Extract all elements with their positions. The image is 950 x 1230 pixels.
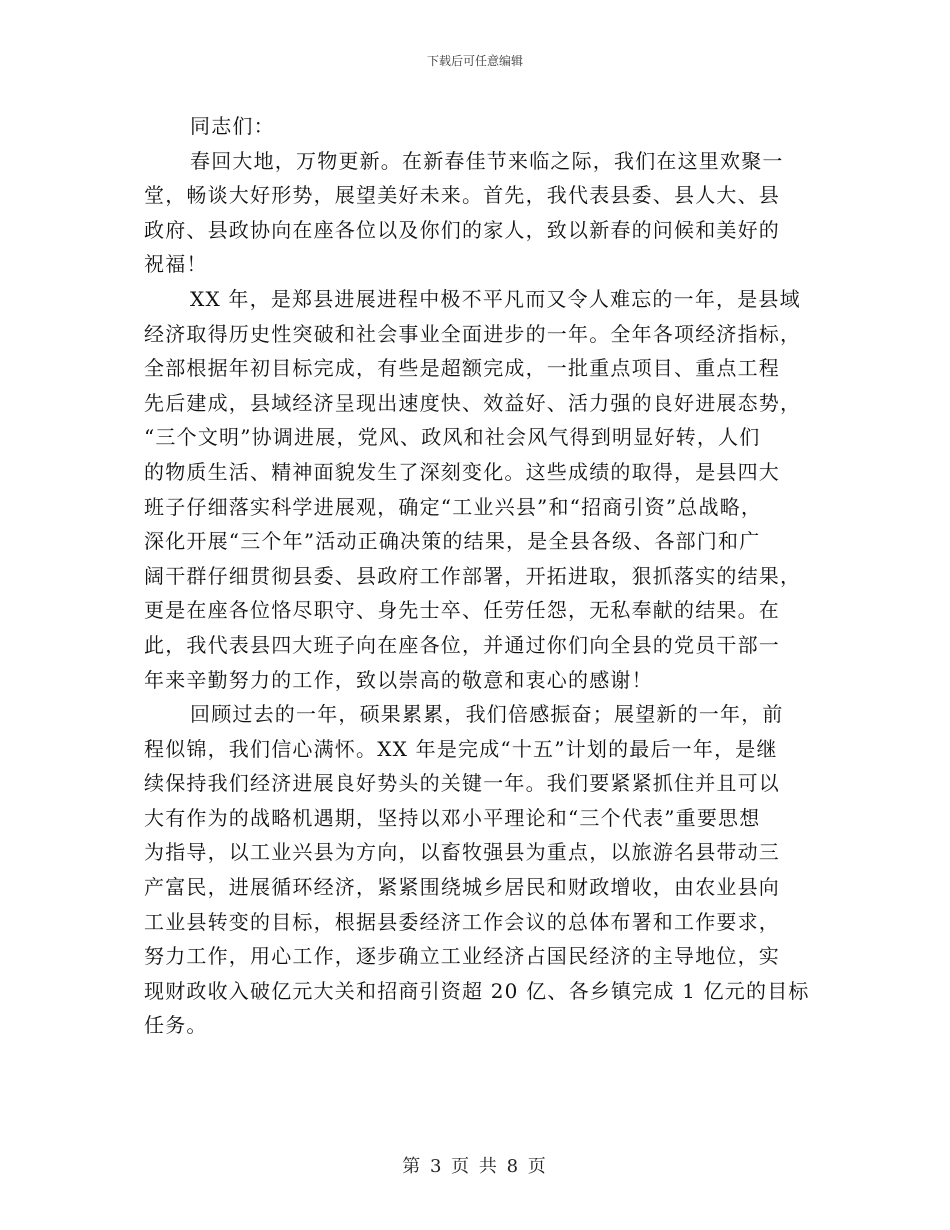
body-text-line: 的物质生活、精神面貌发生了深刻变化。这些成绩的取得，是县四大 <box>144 459 780 484</box>
body-text-line: 工业县转变的目标，根据县委经济工作会议的总体布署和工作要求， <box>144 909 780 934</box>
body-text-line: 此，我代表县四大班子向在座各位，并通过你们向全县的党员干部一 <box>144 632 780 657</box>
body-text-line: 续保持我们经济进展良好势头的关键一年。我们要紧紧抓住并且可以 <box>144 771 780 796</box>
body-text-line: 年来辛勤努力的工作，致以崇高的敬意和衷心的感谢！ <box>144 667 653 692</box>
body-text-line: 祝福！ <box>144 252 208 277</box>
body-text-line: 大有作为的战略机遇期，坚持以邓小平理论和“三个代表”重要思想 <box>144 805 761 830</box>
body-text-line: 阔干群仔细贯彻县委、县政府工作部署，开拓进取，狠抓落实的结果， <box>144 563 802 588</box>
body-text-line: 深化开展“三个年”活动正确决策的结果，是全县各级、各部门和广 <box>144 529 761 554</box>
page-number-footer: 第 3 页 共 8 页 <box>402 1156 548 1177</box>
body-text-line: 政府、县政协向在座各位以及你们的家人，致以新春的问候和美好的 <box>144 217 780 242</box>
body-text-line: 同志们： <box>190 114 275 138</box>
body-text-line: 全部根据年初目标完成，有些是超额完成，一批重点项目、重点工程 <box>144 356 780 381</box>
body-text-line: 更是在座各位恪尽职守、身先士卒、任劳任怨，无私奉献的结果。在 <box>144 598 780 623</box>
document-body <box>144 109 810 1043</box>
body-text-line: 任务。 <box>144 1013 208 1038</box>
body-text-line: 春回大地，万物更新。在新春佳节来临之际，我们在这里欢聚一 <box>190 148 784 173</box>
body-text-line: XX 年，是郑县进展进程中极不平凡而又令人难忘的一年，是县域 <box>190 286 801 311</box>
body-text-line: 努力工作，用心工作，逐步确立工业经济占国民经济的主导地位，实 <box>144 944 780 969</box>
page-header-note: 下载后可任意编辑 <box>426 54 523 68</box>
body-text-line: “三个文明”协调进展，党风、政风和社会风气得到明显好转，人们 <box>144 425 761 450</box>
body-text-line: 经济取得历史性突破和社会事业全面进步的一年。全年各项经济指标， <box>144 321 802 346</box>
body-text-line: 班子仔细落实科学进展观，确定“工业兴县”和“招商引资”总战略， <box>144 494 763 519</box>
body-text-line: 回顾过去的一年，硕果累累，我们倍感振奋；展望新的一年，前 <box>190 702 784 727</box>
body-text-line: 为指导，以工业兴县为方向，以畜牧强县为重点，以旅游名县带动三 <box>144 840 780 865</box>
body-text-line: 产富民，进展循环经济，紧紧围绕城乡居民和财政增收，由农业县向 <box>144 875 780 900</box>
body-text-line: 堂，畅谈大好形势，展望美好未来。首先，我代表县委、县人大、县 <box>144 183 780 208</box>
body-text-line: 现财政收入破亿元大关和招商引资超 20 亿、各乡镇完成 1 亿元的目标 <box>144 978 810 1003</box>
body-text-line: 先后建成，县域经济呈现出速度快、效益好、活力强的良好进展态势， <box>144 390 802 415</box>
body-text-line: 程似锦，我们信心满怀。XX 年是完成“十五”计划的最后一年，是继 <box>144 736 778 761</box>
